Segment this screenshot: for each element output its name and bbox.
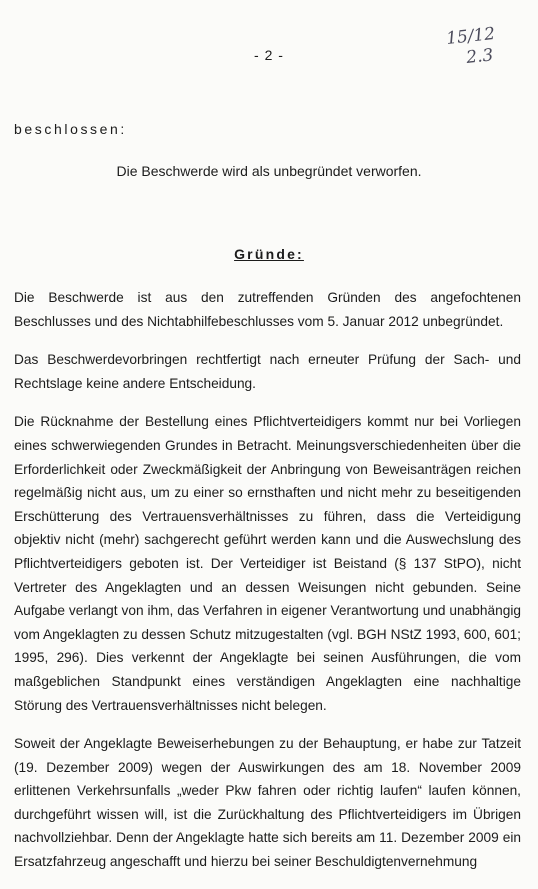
handwritten-note-line-2: 2.3 xyxy=(465,45,495,69)
paragraph-4: Soweit der Angeklagte Beweiserhebungen zu der Behauptung, er habe zur Tatzeit (19. Dezember 2009) wegen der Auswirkungen des am 18. November 2009 erlittenen Verkehrsunfalls „weder Pkw fahren oder richtig laufen“ laufen können, durchgeführt wissen will, ist die Zurückhaltung des Pflichtverteidigers im Übrigen nachvollziehbar. Denn der Angeklagte hatte sich bereits am 11. Dezember 2009 ein Ersatzfahrzeug angeschafft und hierzu bei seiner Beschuldigtenvernehmung xyxy=(14,736,521,870)
paragraph-3: Die Rücknahme der Bestellung eines Pflichtverteidigers kommt nur bei Vorliegen eines schwerwiegenden Grundes in Betracht. Meinungsverschiedenheiten über die Erforderlichkeit oder Zweckmäßigkeit der Anbringung von Beweisanträgen reichen regelmäßig nicht aus, um zu einer so ernsthaften und nicht mehr zu beseitigenden Erschütterung des Vertrauensverhältnisses zu führen, dass die Verteidigung objektiv nicht (mehr) sachgerecht geführt werden kann und die Auswechslung des Pflichtverteidigers geboten ist. Der Verteidiger ist Beistand (§ 137 StPO), nicht Vertreter des Angeklagten und an dessen Weisungen nicht gebunden. Seine Aufgabe verlangt von ihm, das Verfahren in eigener Verantwortung und unabhängig vom Angeklagten zu dessen Schutz mitzugestalten (vgl. BGH NStZ 1993, 600, 601; 1995, 296). Dies verkennt der Angeklagte bei seinen Ausführungen, die vom maßgeblichen Standpunkt eines verständigen Angeklagten eine nachhaltige Störung des Vertrauensverhältnisses nicht belegen. xyxy=(14,414,521,713)
handwritten-note-line-1: 15/12 xyxy=(445,24,497,50)
decision-text: Die Beschwerde wird als unbegründet verworfen. xyxy=(116,163,422,179)
reasons-heading: Gründe: xyxy=(234,246,304,262)
paragraph-2: Das Beschwerdevorbringen rechtfertigt nach erneuter Prüfung der Sach- und Rechtslage keine andere Entscheidung. xyxy=(14,352,521,391)
handwritten-note xyxy=(445,24,498,71)
intro-label: beschlossen: xyxy=(14,121,127,137)
page-number: - 2 - xyxy=(254,47,284,63)
paragraph-1: Die Beschwerde ist aus den zutreffenden Gründen des angefochtenen Beschlusses und des Nichtabhilfebeschlusses vom 5. Januar 2012 unbegründet. xyxy=(14,290,521,329)
document-body xyxy=(14,286,521,889)
